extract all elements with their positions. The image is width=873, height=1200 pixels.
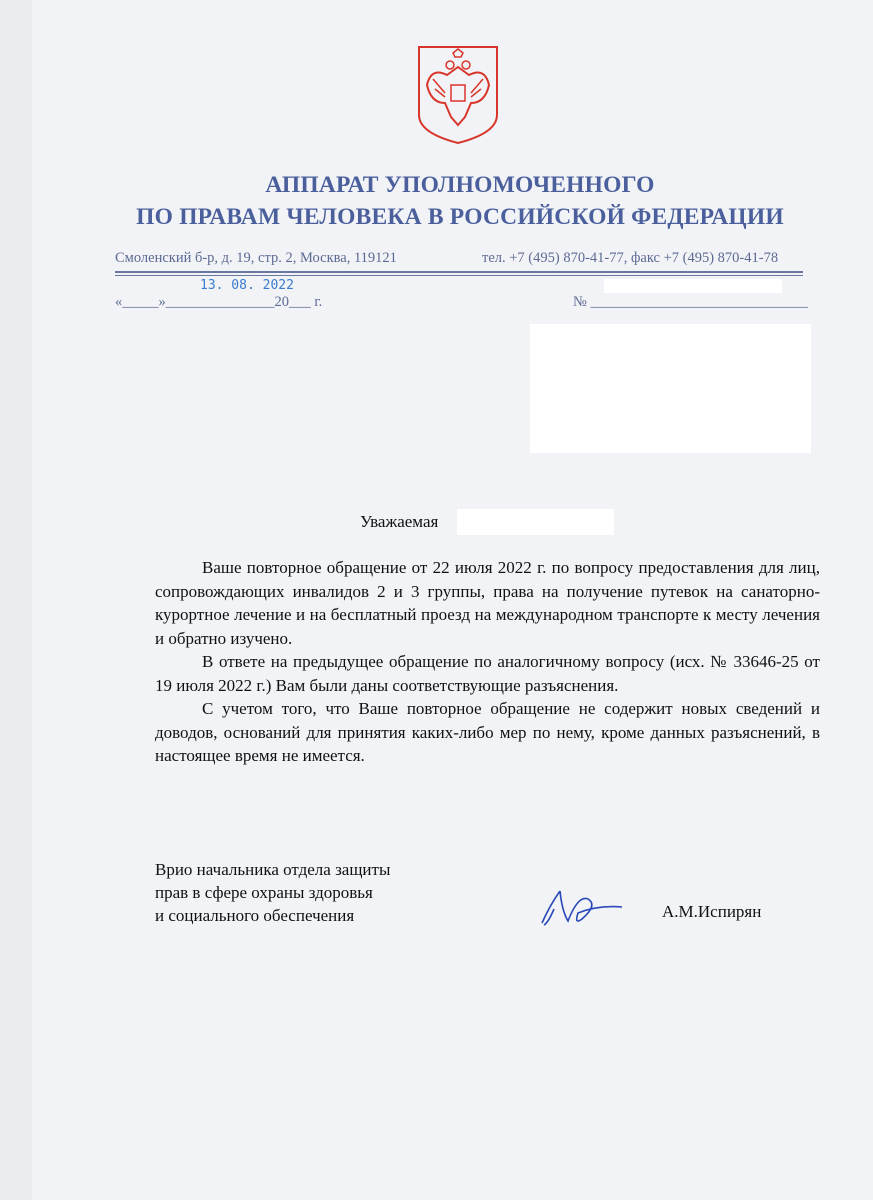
signatory-position <box>155 858 390 927</box>
redacted-addressee <box>530 324 811 453</box>
coat-of-arms-emblem <box>417 45 499 145</box>
signatory-name: А.М.Испирян <box>662 902 762 921</box>
greeting: Уважаемая <box>360 512 439 531</box>
org-phones: тел. +7 (495) 870-41-77, факс +7 (495) 870-41-78 <box>482 250 779 266</box>
header-rule-thin <box>115 275 803 276</box>
paragraph: В ответе на предыдущее обращение по аналогичному вопросу (исх. № 33646-25 от 19 июля 2022 г.) Вам были даны соответствующие разъяснения. <box>155 652 820 695</box>
date-field: «_____»_______________20___ г. <box>115 294 323 310</box>
date-stamp: 13. 08. 2022 <box>200 278 294 293</box>
paragraph: Ваше повторное обращение от 22 июля 2022 г. по вопросу предоставления для лиц, сопровождающих инвалидов 2 и 3 группы, права на получение путевок на санаторно-курортное лечение и на бесплатный проезд на международном транспорте к месту лечения и обратно изучено. <box>155 558 820 648</box>
position-line: прав в сфере охраны здоровья <box>155 883 373 902</box>
paragraph: С учетом того, что Ваше повторное обращение не содержит новых сведений и доводов, оснований для принятия каких-либо мер по нему, кроме данных разъяснений, в настоящее время не имеется. <box>155 699 820 765</box>
position-line: и социального обеспечения <box>155 906 355 925</box>
position-line: Врио начальника отдела защиты <box>155 860 391 879</box>
header-rule <box>115 271 803 273</box>
org-title-line1: АППАРАТ УПОЛНОМОЧЕННОГО <box>265 172 655 198</box>
handwritten-signature <box>538 885 628 930</box>
redacted-number <box>604 279 782 293</box>
letter-body <box>155 556 820 768</box>
redacted-name <box>457 509 614 535</box>
org-title-line2: ПО ПРАВАМ ЧЕЛОВЕКА В РОССИЙСКОЙ ФЕДЕРАЦИИ <box>136 204 784 230</box>
org-address: Смоленский б-р, д. 19, стр. 2, Москва, 119121 <box>115 250 397 266</box>
number-field: № ______________________________ <box>573 294 808 310</box>
